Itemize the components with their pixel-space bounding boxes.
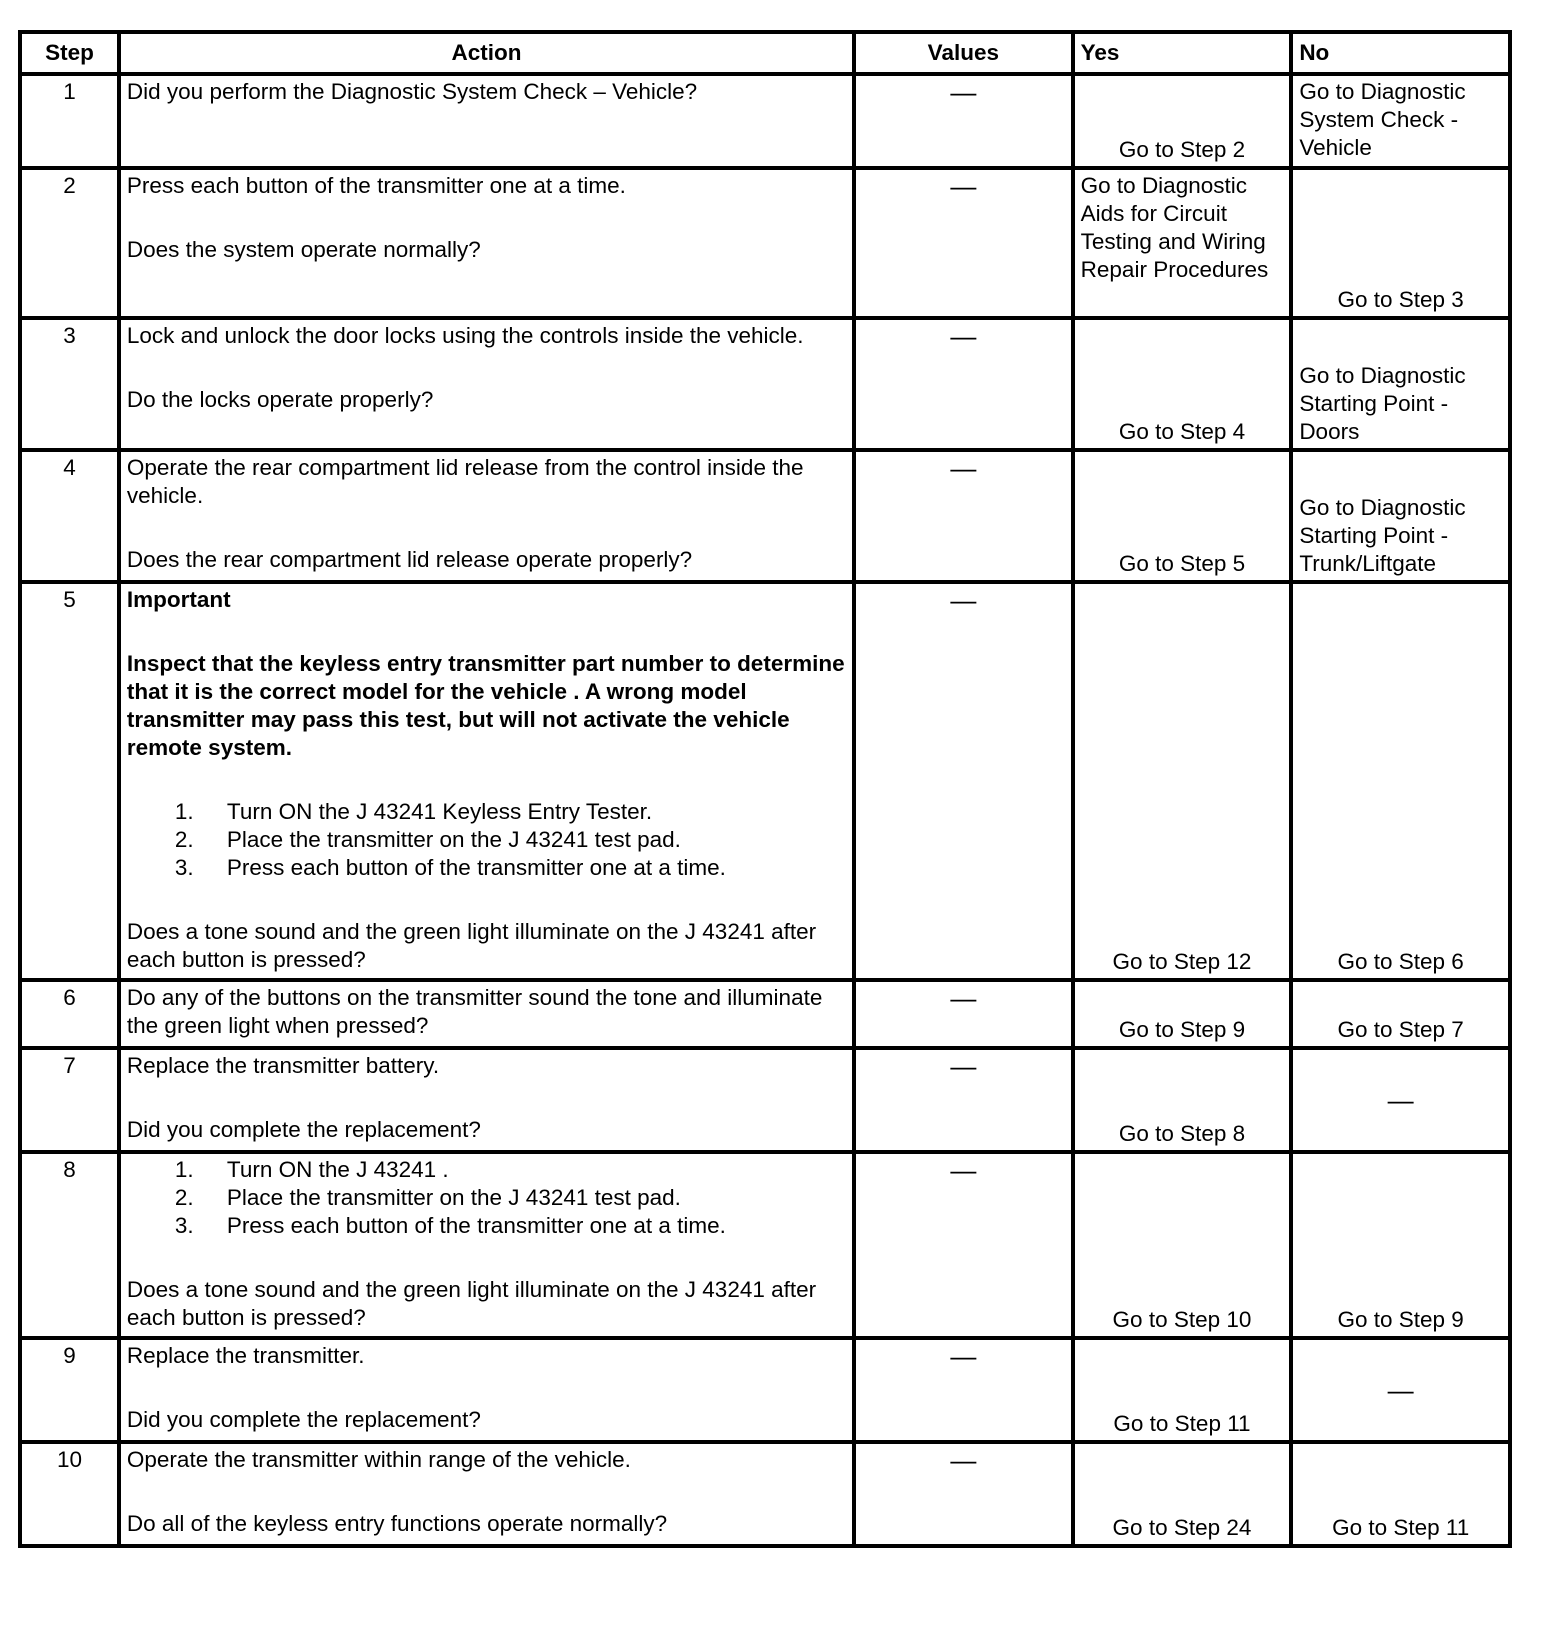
action-cell bbox=[119, 318, 854, 450]
action-cell bbox=[119, 74, 854, 168]
list-text: Turn ON the J 43241 . bbox=[226, 1157, 449, 1182]
action-question: Do the locks operate properly? bbox=[126, 387, 434, 412]
table-row bbox=[20, 450, 1510, 582]
table-row bbox=[20, 1338, 1510, 1442]
no-cell[interactable] bbox=[1291, 1152, 1510, 1338]
action-text: Replace the transmitter battery. bbox=[126, 1053, 440, 1078]
no-link[interactable]: Go to Step 3 bbox=[1337, 287, 1464, 312]
values-cell: — bbox=[854, 168, 1073, 318]
header-yes: Yes bbox=[1073, 32, 1292, 74]
list-item bbox=[127, 1156, 846, 1184]
no-cell[interactable] bbox=[1291, 318, 1510, 450]
list-text: Press each button of the transmitter one at a time. bbox=[226, 1213, 726, 1238]
important-text: Inspect that the keyless entry transmitter part number to determine that it is the correct model for the vehicle . A wrong model transmitter may pass this test, but will not activate the vehicle remote system. bbox=[126, 651, 845, 760]
yes-cell[interactable] bbox=[1073, 450, 1292, 582]
yes-cell[interactable] bbox=[1073, 74, 1292, 168]
list-item bbox=[127, 854, 846, 882]
action-question: Did you complete the replacement? bbox=[126, 1407, 481, 1432]
no-cell bbox=[1291, 1338, 1510, 1442]
yes-link[interactable]: Go to Step 5 bbox=[1118, 551, 1246, 576]
yes-cell[interactable] bbox=[1073, 980, 1292, 1048]
yes-link[interactable]: Go to Step 9 bbox=[1118, 1017, 1246, 1042]
step-number: 8 bbox=[20, 1152, 119, 1338]
table-row bbox=[20, 980, 1510, 1048]
yes-cell[interactable] bbox=[1073, 318, 1292, 450]
list-number: 1. bbox=[174, 799, 194, 824]
yes-cell[interactable] bbox=[1073, 1338, 1292, 1442]
values-cell: — bbox=[854, 1442, 1073, 1546]
header-step: Step bbox=[20, 32, 119, 74]
yes-cell[interactable] bbox=[1073, 168, 1292, 318]
no-cell bbox=[1291, 1048, 1510, 1152]
no-link[interactable]: Go to Diagnostic Starting Point - Trunk/Liftgate bbox=[1299, 495, 1466, 576]
values-cell: — bbox=[854, 318, 1073, 450]
table-row bbox=[20, 168, 1510, 318]
list-text: Turn ON the J 43241 Keyless Entry Tester. bbox=[226, 799, 653, 824]
yes-cell[interactable] bbox=[1073, 1152, 1292, 1338]
yes-link[interactable]: Go to Step 12 bbox=[1112, 949, 1252, 974]
yes-link[interactable]: Go to Step 8 bbox=[1118, 1121, 1246, 1146]
list-item bbox=[127, 1184, 846, 1212]
list-number: 2. bbox=[174, 1185, 194, 1210]
table-row bbox=[20, 1048, 1510, 1152]
procedure-list bbox=[127, 798, 846, 882]
list-item bbox=[127, 798, 846, 826]
yes-cell[interactable] bbox=[1073, 1048, 1292, 1152]
step-number: 1 bbox=[20, 74, 119, 168]
action-cell bbox=[119, 1442, 854, 1546]
step-number: 2 bbox=[20, 168, 119, 318]
no-link[interactable]: Go to Step 7 bbox=[1337, 1017, 1464, 1042]
yes-link[interactable]: Go to Step 4 bbox=[1118, 419, 1246, 444]
table-row bbox=[20, 318, 1510, 450]
list-text: Place the transmitter on the J 43241 test pad. bbox=[226, 1185, 681, 1210]
action-cell bbox=[119, 168, 854, 318]
values-cell: — bbox=[854, 1048, 1073, 1152]
list-number: 2. bbox=[174, 827, 194, 852]
action-cell bbox=[119, 1338, 854, 1442]
action-text: Lock and unlock the door locks using the controls inside the vehicle. bbox=[126, 323, 804, 348]
step-number: 5 bbox=[20, 582, 119, 980]
action-question: Does a tone sound and the green light illuminate on the J 43241 after each button is pressed? bbox=[126, 1277, 817, 1330]
step-number: 9 bbox=[20, 1338, 119, 1442]
action-question: Did you complete the replacement? bbox=[126, 1117, 481, 1142]
list-number: 3. bbox=[174, 855, 194, 880]
no-cell[interactable] bbox=[1291, 980, 1510, 1048]
action-text: Operate the rear compartment lid release from the control inside the vehicle. bbox=[126, 455, 804, 508]
action-text: Replace the transmitter. bbox=[126, 1343, 365, 1368]
action-question: Does a tone sound and the green light illuminate on the J 43241 after each button is pressed? bbox=[126, 919, 817, 972]
values-cell: — bbox=[854, 74, 1073, 168]
action-text: Operate the transmitter within range of the vehicle. bbox=[126, 1447, 631, 1472]
action-text: Do any of the buttons on the transmitter sound the tone and illuminate the green light when pressed? bbox=[126, 985, 823, 1038]
list-item bbox=[127, 826, 846, 854]
important-label: Important bbox=[126, 587, 231, 612]
table-row bbox=[20, 1152, 1510, 1338]
yes-link[interactable]: Go to Step 2 bbox=[1118, 137, 1246, 162]
no-value: — bbox=[1387, 1085, 1414, 1115]
no-cell[interactable] bbox=[1291, 1442, 1510, 1546]
list-number: 3. bbox=[174, 1213, 194, 1238]
no-value: — bbox=[1387, 1375, 1414, 1405]
list-number: 1. bbox=[174, 1157, 194, 1182]
list-text: Place the transmitter on the J 43241 test pad. bbox=[226, 827, 681, 852]
step-number: 3 bbox=[20, 318, 119, 450]
action-cell bbox=[119, 1048, 854, 1152]
diagnostic-table bbox=[18, 30, 1512, 1548]
action-text: Did you perform the Diagnostic System Check – Vehicle? bbox=[126, 79, 698, 104]
table-row bbox=[20, 74, 1510, 168]
values-cell: — bbox=[854, 980, 1073, 1048]
no-cell[interactable] bbox=[1291, 74, 1510, 168]
list-item bbox=[127, 1212, 846, 1240]
table-row bbox=[20, 582, 1510, 980]
action-cell bbox=[119, 582, 854, 980]
action-question: Does the rear compartment lid release operate properly? bbox=[126, 547, 693, 572]
action-question: Do all of the keyless entry functions operate normally? bbox=[126, 1511, 668, 1536]
no-link[interactable]: Go to Diagnostic System Check - Vehicle bbox=[1299, 79, 1466, 160]
values-cell: — bbox=[854, 450, 1073, 582]
no-link[interactable]: Go to Step 9 bbox=[1337, 1307, 1464, 1332]
header-no: No bbox=[1291, 32, 1510, 74]
action-question: Does the system operate normally? bbox=[126, 237, 481, 262]
yes-link[interactable]: Go to Diagnostic Aids for Circuit Testing and Wiring Repair Procedures bbox=[1080, 173, 1269, 282]
step-number: 4 bbox=[20, 450, 119, 582]
no-link[interactable]: Go to Step 11 bbox=[1332, 1515, 1470, 1540]
no-cell[interactable] bbox=[1291, 450, 1510, 582]
action-text: Press each button of the transmitter one at a time. bbox=[126, 173, 626, 198]
yes-link[interactable]: Go to Step 24 bbox=[1112, 1515, 1252, 1540]
no-cell[interactable] bbox=[1291, 582, 1510, 980]
values-cell: — bbox=[854, 582, 1073, 980]
step-number: 7 bbox=[20, 1048, 119, 1152]
yes-cell[interactable] bbox=[1073, 1442, 1292, 1546]
values-cell: — bbox=[854, 1338, 1073, 1442]
no-link[interactable]: Go to Diagnostic Starting Point - Doors bbox=[1299, 363, 1466, 444]
header-row bbox=[20, 32, 1510, 74]
header-action: Action bbox=[119, 32, 854, 74]
action-cell bbox=[119, 1152, 854, 1338]
no-link[interactable]: Go to Step 6 bbox=[1337, 949, 1464, 974]
yes-link[interactable]: Go to Step 11 bbox=[1113, 1411, 1251, 1436]
step-number: 6 bbox=[20, 980, 119, 1048]
yes-cell[interactable] bbox=[1073, 582, 1292, 980]
action-cell bbox=[119, 980, 854, 1048]
no-cell[interactable] bbox=[1291, 168, 1510, 318]
yes-link[interactable]: Go to Step 10 bbox=[1112, 1307, 1252, 1332]
values-cell: — bbox=[854, 1152, 1073, 1338]
procedure-list bbox=[127, 1156, 846, 1240]
list-text: Press each button of the transmitter one at a time. bbox=[226, 855, 726, 880]
step-number: 10 bbox=[20, 1442, 119, 1546]
header-values: Values bbox=[854, 32, 1073, 74]
table-row bbox=[20, 1442, 1510, 1546]
action-cell bbox=[119, 450, 854, 582]
